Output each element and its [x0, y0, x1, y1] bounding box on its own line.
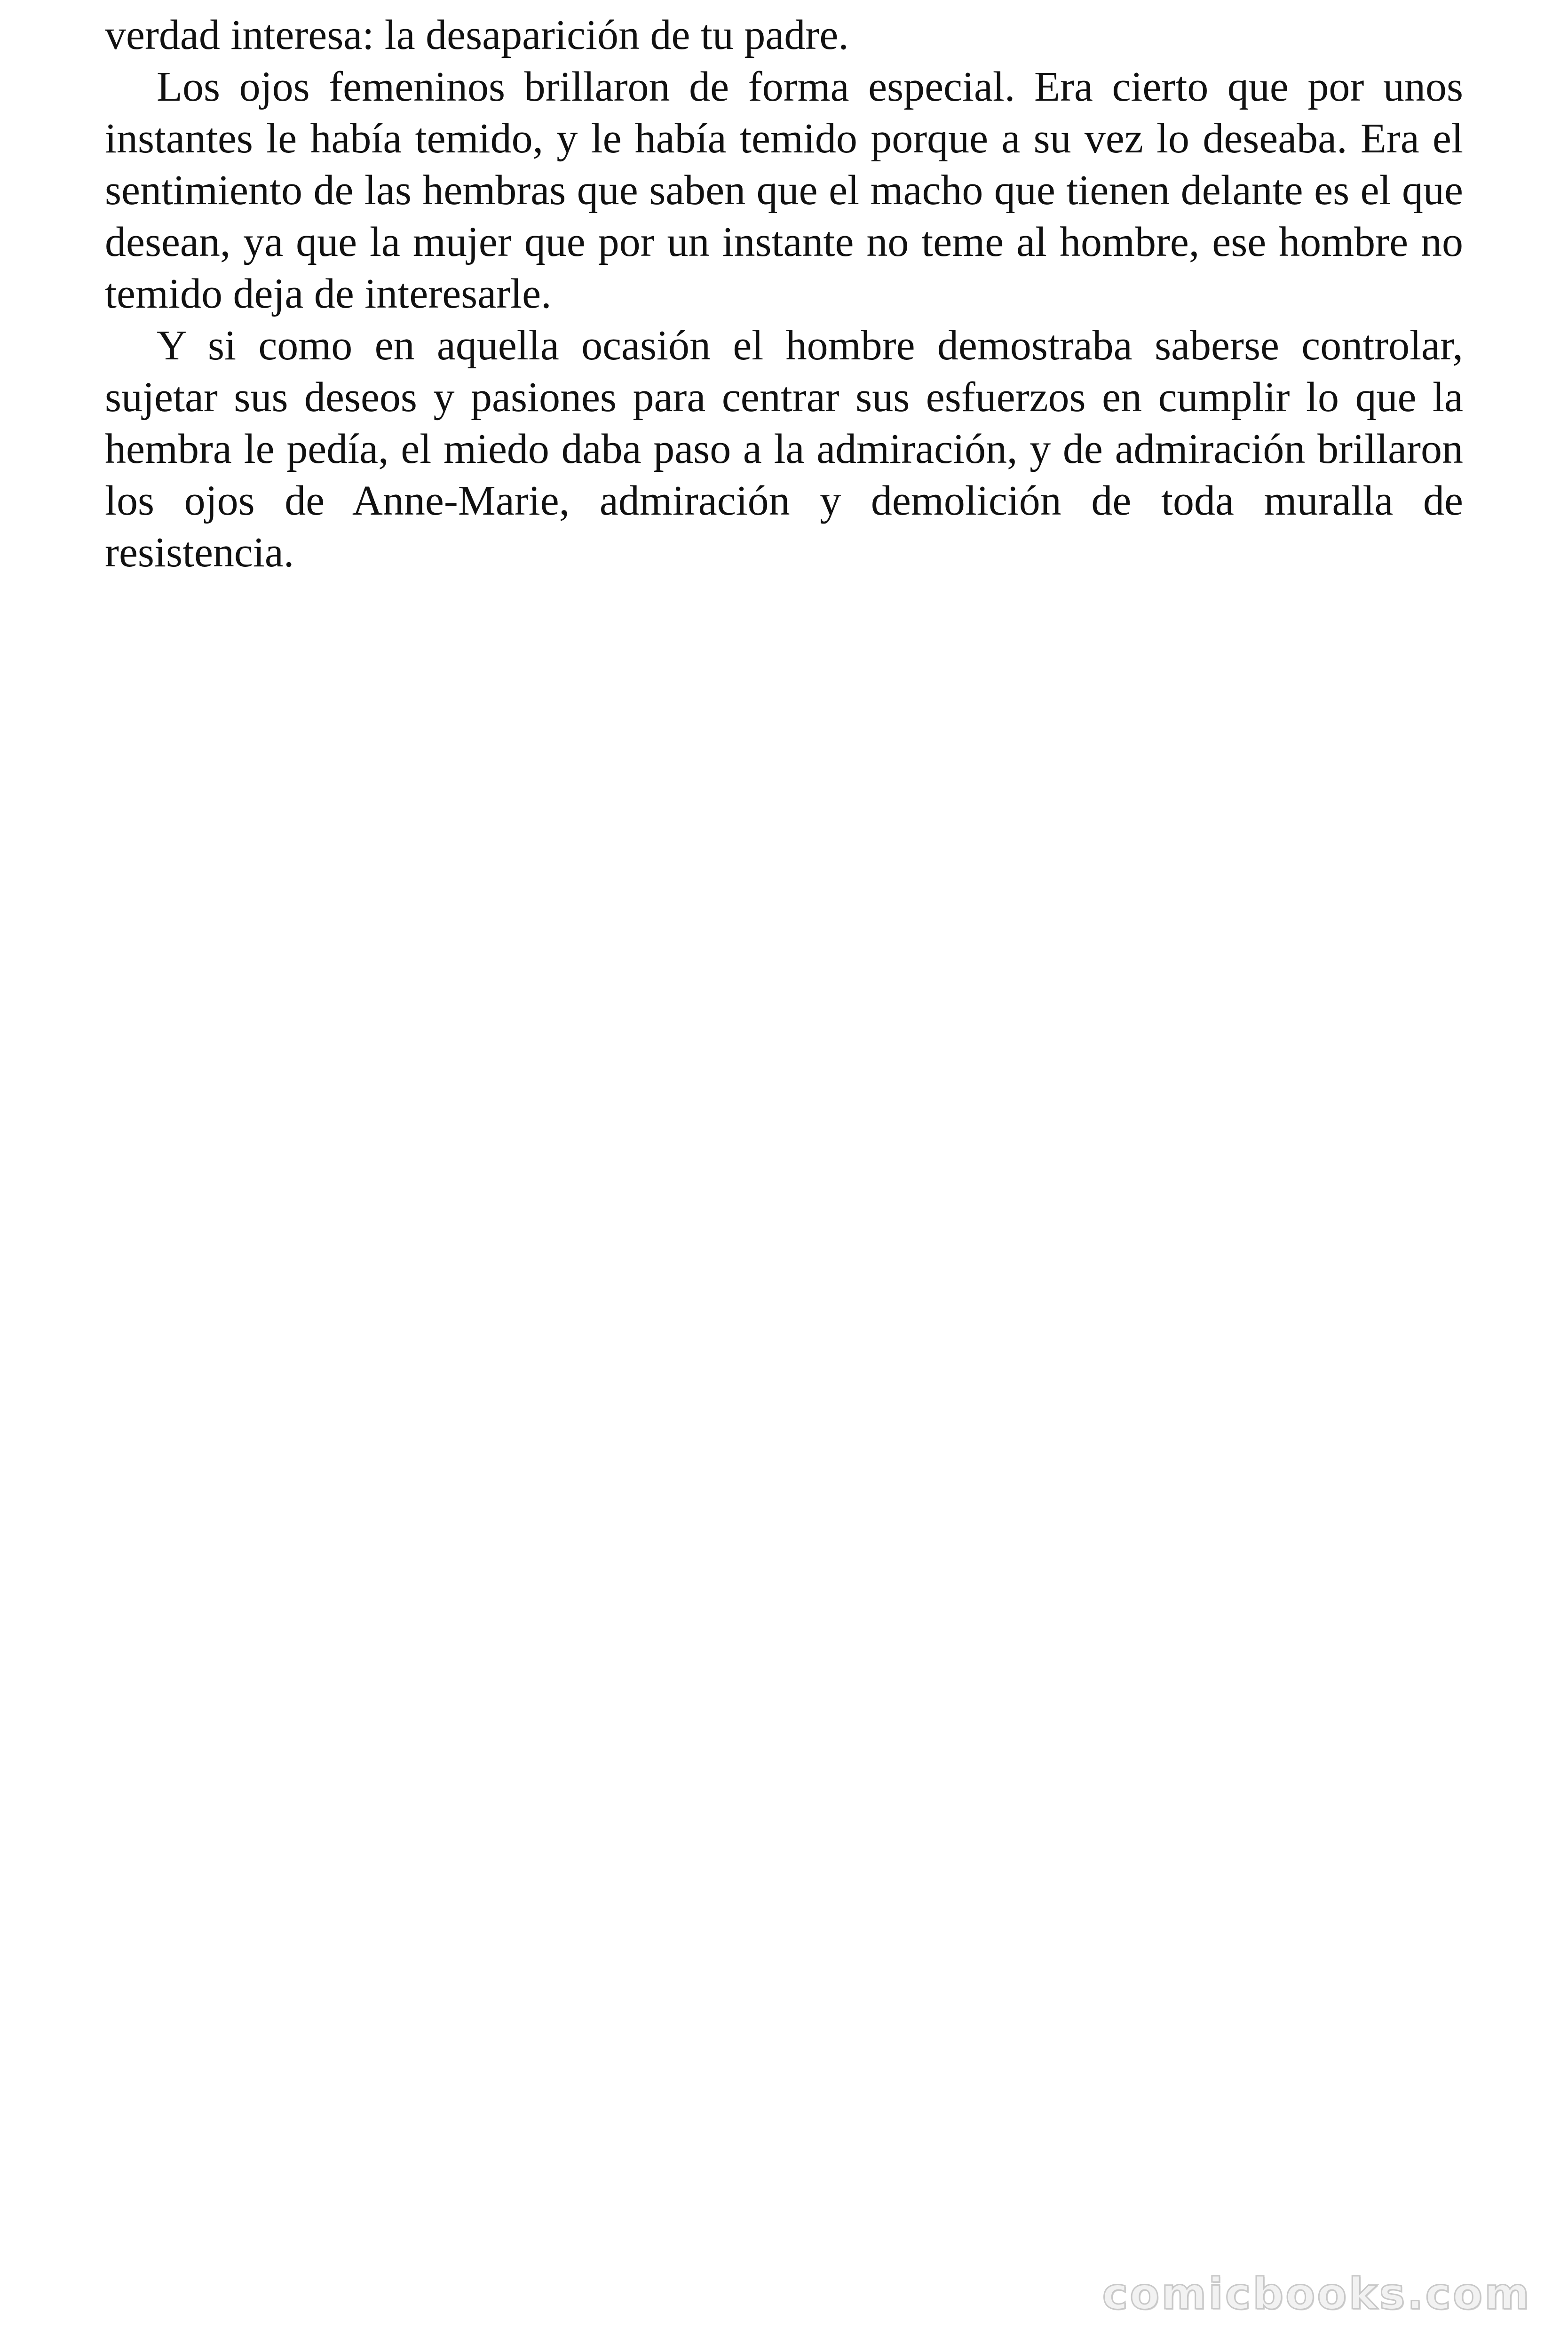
paragraph: Y si como en aquella ocasión el hombre demostraba saberse controlar, sujetar sus deseos y pasiones para centrar sus esfuerzos en cumplir lo que la hembra le pedía, el miedo daba paso a la admiración, y de admiración brillaron los ojos de Anne-Marie, admiración y demolición de toda muralla de resistencia.: [105, 322, 1463, 576]
body-text: [105, 9, 1463, 579]
paragraph: Los ojos femeninos brillaron de forma especial. Era cierto que por unos instantes le había temido, y le había temido porque a su vez lo deseaba. Era el sentimiento de las hembras que saben que el macho que tienen delante es el que desean, ya que la mujer que por un instante no teme al hombre, ese hombre no temido deja de interesarle.: [105, 64, 1463, 317]
watermark-logo: comicbooks.com: [1102, 2269, 1531, 2319]
paragraph-continuation: verdad interesa: la desaparición de tu padre.: [105, 12, 849, 58]
